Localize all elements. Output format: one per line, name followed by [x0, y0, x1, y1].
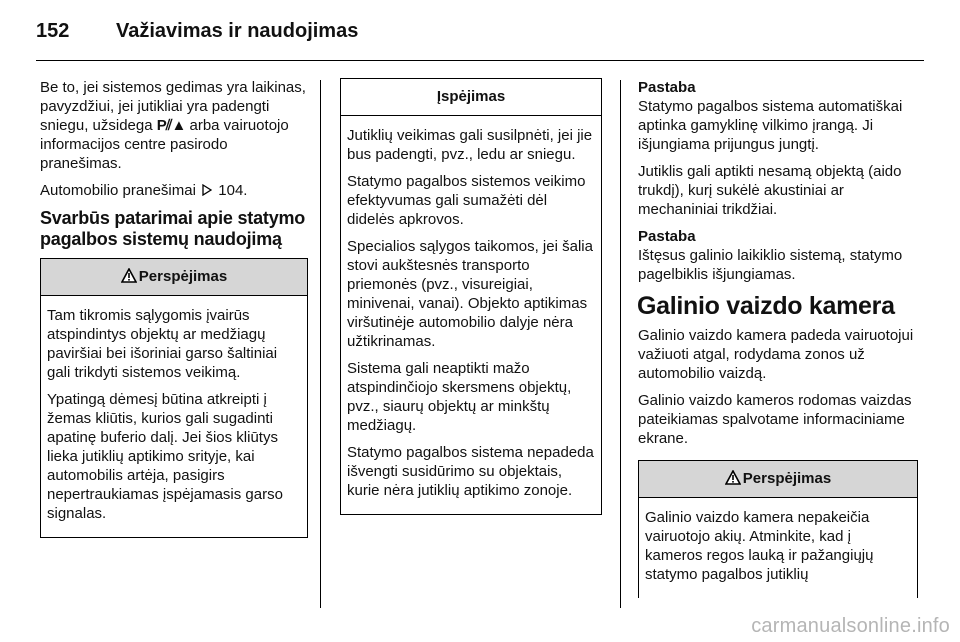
- caution-box-header: Įspėjimas: [341, 79, 601, 116]
- warning-paragraph: Tam tikromis sąlygomis įvairūs atspindintys objektų ar medžiagų paviršiai bei išoriniai garso šaltiniai gali trikdyti sistemos veikimą.: [47, 307, 278, 381]
- column-3: [638, 78, 918, 598]
- vehicle-messages-ref: Automobilio pranešimai 104.: [40, 182, 248, 199]
- caution-paragraph: Jutiklių veikimas gali susilpnėti, jei jie bus padengti, pvz., ledu ar sniegu.: [347, 127, 593, 163]
- chapter-title: Važiavimas ir naudojimas: [116, 20, 359, 42]
- body-paragraph: Galinio vaizdo kamera padeda vairuotojui važiuoti atgal, rodydama zonos už automobilio vaizdą.: [638, 327, 914, 382]
- section-subheading: Svarbūs patarimai apie statymo pagalbos sistemų naudojimą: [40, 208, 306, 249]
- warning-title: Perspėjimas: [138, 268, 228, 285]
- column-divider-right: [620, 80, 621, 608]
- body-paragraph: Galinio vaizdo kameros rodomas vaizdas pateikiamas spalvotame informaciniame ekrane.: [638, 392, 912, 447]
- column-1: [40, 78, 308, 538]
- warning-box-header: [639, 461, 917, 498]
- warning-box: [40, 258, 308, 538]
- page-ref-icon: [202, 184, 212, 196]
- park-distance-control-icon: P⫽▲: [156, 117, 186, 134]
- page-number: 152: [36, 20, 70, 42]
- warning-triangle-icon: [725, 470, 741, 485]
- caution-paragraph: Statymo pagalbos sistema nepadeda išvengti susidūrimo su objektais, kurie nėra jutiklių aptikimo zonoje.: [347, 444, 594, 499]
- warning-body: [639, 498, 917, 598]
- column-2: [340, 76, 602, 515]
- warning-box: [638, 460, 918, 598]
- section-heading: Galinio vaizdo kamera: [637, 292, 895, 320]
- note-label: Pastaba: [638, 79, 696, 96]
- warning-body: [41, 296, 307, 537]
- warning-paragraph: Ypatingą dėmesį būtina atkreipti į žemas kliūtis, kurios gali sugadinti apatinę buferio dalį. Jei šios kliūtys lieka jutiklių aptikimo srityje, kai automobilis artėja, pasigirs nepertraukiamas įspėjamasis garso signalas.: [47, 391, 283, 522]
- warning-title: Perspėjimas: [742, 470, 832, 487]
- caution-paragraph: Specialios sąlygos taikomos, jei šalia stovi aukštesnės transporto priemonės (pvz., visureigiai, minivenai, vanai). Objekto aptikimas viršutinėje automobilio dalyje nėra užtikrinamas.: [347, 238, 593, 350]
- warning-box-header: [41, 259, 307, 296]
- header-divider: [36, 60, 924, 61]
- caution-box: [340, 78, 602, 515]
- warning-paragraph: Galinio vaizdo kamera nepakeičia vairuotojo akių. Atminkite, kad į kameros regos lauką ir pažangiųjų statymo pagalbos jutiklių: [645, 509, 874, 583]
- caution-paragraph: Statymo pagalbos sistemos veikimo efektyvumas gali sumažėti dėl didelės apkrovos.: [347, 173, 586, 228]
- warning-triangle-icon: [121, 268, 137, 283]
- caution-paragraph: Sistema gali neaptikti mažo atspindinčiojo skersmens objektų, pvz., siaurų objektų ar minkštų medžiagų.: [347, 360, 572, 434]
- note-paragraph: Ištęsus galinio laikiklio sistemą, statymo pagelbiklis išjungiamas.: [638, 247, 903, 283]
- page-header: [36, 14, 924, 58]
- note-paragraph: Jutiklis gali aptikti nesamą objektą (aido trukdį), kurį sukėlė akustiniai ar mechaniniai trikdžiai.: [638, 163, 902, 218]
- note-paragraph: Statymo pagalbos sistema automatiškai aptinka gamyklinę vilkimo įrangą. Ji išjungiama prijungus jungtį.: [638, 98, 903, 153]
- note-label: Pastaba: [638, 228, 696, 245]
- column-divider-left: [320, 80, 321, 608]
- caution-body: [341, 116, 601, 514]
- failure-paragraph: Be to, jei sistemos gedimas yra laikinas, pavyzdžiui, jei jutikliai yra padengti sniegu, užsidega P⫽▲ arba vairuotojo informacijos centre pasirodo pranešimas.: [40, 79, 306, 172]
- watermark: carmanualsonline.info: [751, 615, 950, 637]
